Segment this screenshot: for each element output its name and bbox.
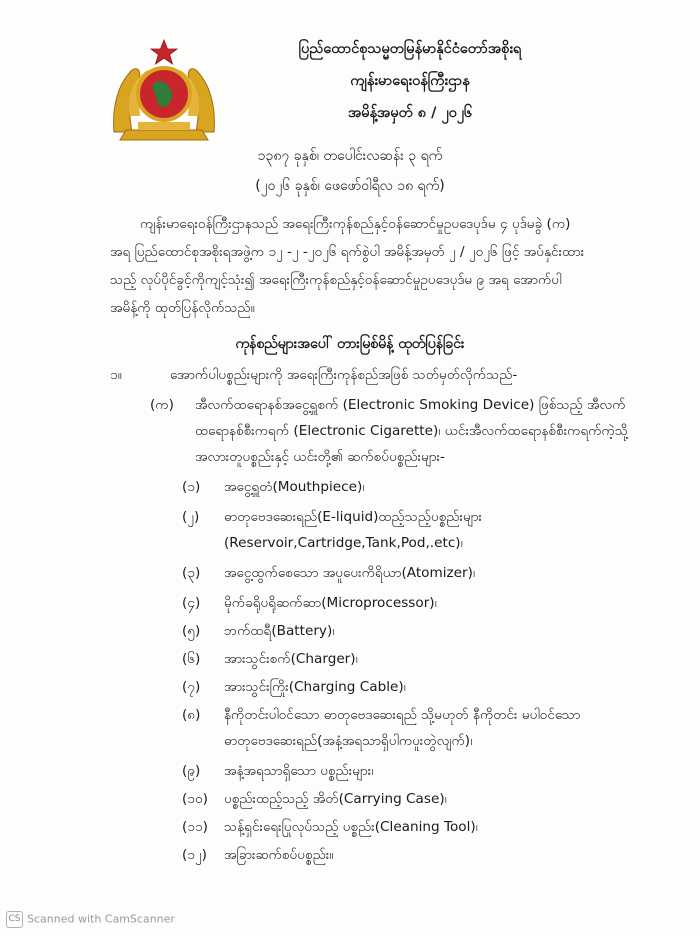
list-item: အငွေ့ရှူတံ(Mouthpiece)၊: [224, 479, 365, 495]
list-item-number: (၁၂): [182, 847, 207, 863]
list-item: အခြားဆက်စပ်ပစ္စည်း။: [224, 847, 334, 863]
intro-line-4: အမိန့်ကို ထုတ်ပြန်လိုက်သည်။: [110, 300, 255, 316]
myanmar-date: ၁၃၈၇ ခုနှစ်၊ တပေါင်းလဆန်း ၃ ရက်: [257, 148, 443, 164]
list-item: အားသွင်းကြိုး(Charging Cable)၊: [224, 679, 406, 695]
section-heading: ကုန်စည်များအပေါ် တားမြစ်မိန့် ထုတ်ပြန်ခြင်း: [235, 336, 465, 352]
list-item-number: (၂): [182, 509, 200, 525]
subclause-line-1: အီလက်ထရောနစ်အငွေ့ရှူစက် (Electronic Smoking Device) ဖြစ်သည့် အီလက်: [195, 397, 626, 413]
list-item-number: (၉): [182, 763, 201, 779]
clause-text: အောက်ပါပစ္စည်းများကို အရေးကြီးကုန်စည်အဖြစ် သတ်မှတ်လိုက်သည်-: [170, 367, 518, 383]
list-item-continuation: (Reservoir,Cartridge,Tank,Pod,.etc)၊: [224, 535, 463, 551]
list-item: မိုက်ခရိုပရိုဆက်ဆာ(Microprocessor)၊: [224, 595, 437, 611]
list-item-number: (၃): [182, 565, 201, 581]
list-item: သန့်ရှင်းရေးပြုလုပ်သည့် ပစ္စည်း(Cleaning Tool)၊: [224, 819, 478, 835]
intro-line-2: အရ ပြည်ထောင်စုအစိုးရအဖွဲ့က ၁၂ -၂ -၂၀၂၆ ရက်စွဲပါ အမိန့်အမှတ် ၂ / ၂၀၂၆ ဖြင့် အပ်နှင်းထား: [110, 244, 585, 260]
watermark-text: Scanned with CamScanner: [27, 912, 175, 926]
list-item-number: (၁): [182, 479, 201, 495]
ministry-title: ကျန်းမာရေးဝန်ကြီးဌာန: [350, 73, 470, 89]
clause-number: ၁။: [110, 367, 122, 383]
list-item: ဘက်ထရီ(Battery)၊: [224, 623, 335, 639]
government-title: ပြည်ထောင်စုသမ္မတမြန်မာနိုင်ငံတော်အစိုးရ: [298, 41, 522, 57]
state-emblem-icon: [108, 36, 220, 148]
list-item-number: (၆): [182, 651, 201, 667]
list-item-number: (၇): [182, 679, 201, 695]
subclause-line-2: ထရောနစ်စီးကရက် (Electronic Cigarette)၊ ယင်းအီလက်ထရောနစ်စီးကရက်ကဲ့သို့: [195, 423, 629, 439]
list-item-continuation: ဓာတုဗေဒဆေးရည်(အနံ့အရသာရှိပါကပူးတွဲလျက်)၊: [224, 733, 473, 749]
list-item-number: (၄): [182, 595, 201, 611]
list-item: အငွေ့ထွက်စေသော အပူပေးကိရိယာ(Atomizer)၊: [224, 565, 476, 581]
list-item-number: (၁၁): [182, 819, 208, 835]
intro-line-3: သည့် လုပ်ပိုင်ခွင့်ကိုကျင့်သုံး၍ အရေးကြီးကုန်စည်နှင့်ဝန်ဆောင်မှုဥပဒေပုဒ်မ ၉ အရ အောက်ပါ: [110, 272, 562, 288]
list-item-number: (၁၀): [182, 791, 208, 807]
list-item-number: (၈): [182, 707, 201, 723]
subclause-line-3: အလားတူပစ္စည်းနှင့် ယင်းတို့၏ ဆက်စပ်ပစ္စည်းများ-: [195, 449, 445, 465]
subclause-number: (က): [150, 397, 174, 413]
gregorian-date: (၂၀၂၆ ခုနှစ်၊ ဖေဖော်ဝါရီလ ၁၈ ရက်): [255, 178, 445, 194]
list-item: အနံ့အရသာရှိသော ပစ္စည်းများ၊: [224, 763, 374, 779]
order-number: အမိန့်အမှတ် ၈ / ၂၀၂၆: [347, 105, 473, 121]
list-item: ဓာတုဗေဒဆေးရည်(E-liquid)ထည့်သည့်ပစ္စည်းများ: [224, 509, 482, 525]
list-item-number: (၅): [182, 623, 201, 639]
scanner-watermark: [6, 911, 175, 928]
list-item: ပစ္စည်းထည့်သည့် အိတ်(Carrying Case)၊: [224, 791, 447, 807]
list-item: အားသွင်းစက်(Charger)၊: [224, 651, 358, 667]
list-item: နီကိုတင်းပါဝင်သော ဓာတုဗေဒဆေးရည် သို့မဟုတ် နီကိုတင်း မပါဝင်သော: [224, 707, 581, 723]
intro-line-1: ကျန်းမာရေးဝန်ကြီးဌာနသည် အရေးကြီးကုန်စည်နှင့်ဝန်ဆောင်မှုဥပဒေပုဒ်မ ၄ ပုဒ်မခွဲ (က): [140, 216, 571, 232]
camscanner-logo-icon: CS: [6, 911, 23, 928]
